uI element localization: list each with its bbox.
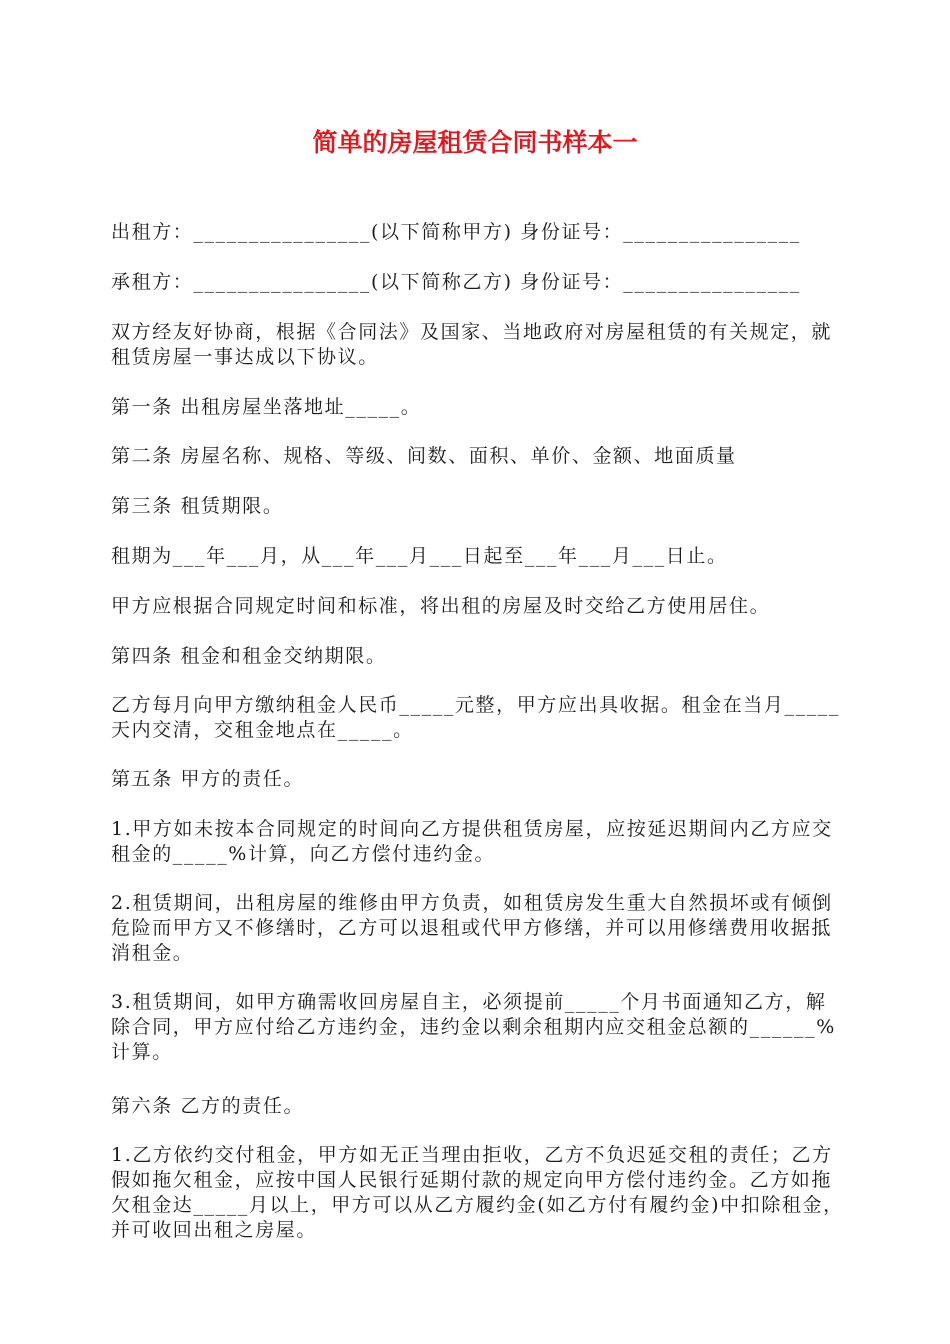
lessor-line: 出租方：________________(以下简称甲方) 身份证号：________________: [111, 221, 801, 243]
article-3-heading: 第三条 租赁期限。: [111, 495, 284, 517]
article-5-heading: 第五条 甲方的责任。: [111, 768, 305, 790]
article-1-heading: 第一条 出租房屋坐落地址_____。: [111, 396, 422, 418]
lessor-duty-2: 2.租赁期间，出租房屋的维修由甲方负责，如租赁房发生重大自然损坏或有倾倒危险而甲方又不修缮时，乙方可以退租或代甲方修缮，并可以用修缮费用收据抵消租金。: [111, 892, 833, 964]
lease-term-paragraph: 租期为___年___月，从___年___月___日起至___年___月___日止。: [111, 545, 728, 567]
document-title: 简单的房屋租赁合同书样本一: [312, 128, 638, 157]
lessor-duty-3: 3.租赁期间，如甲方确需收回房屋自主，必须提前_____个月书面通知乙方，解除合同，甲方应付给乙方违约金，违约金以剩余租期内应交租金总额的______%计算。: [111, 991, 836, 1063]
article-6-heading: 第六条 乙方的责任。: [111, 1095, 305, 1117]
delivery-paragraph: 甲方应根据合同规定时间和标准，将出租的房屋及时交给乙方使用居住。: [111, 595, 771, 617]
lessee-line: 承租方：________________(以下简称乙方) 身份证号：________________: [111, 271, 801, 293]
article-2-heading: 第二条 房屋名称、规格、等级、间数、面积、单价、金额、地面质量: [111, 445, 737, 467]
lessee-duty-1: 1.乙方依约交付租金，甲方如无正当理由拒收，乙方不负迟延交租的责任；乙方假如拖欠租金，应按中国人民银行延期付款的规定向甲方偿付违约金。乙方如拖欠租金达_____月以上，甲方可以从乙方履约金(如乙方付有履约金)中扣除租金，并可收回出租之房屋。: [111, 1144, 844, 1241]
rent-payment-paragraph: 乙方每月向甲方缴纳租金人民币_____元整，甲方应出具收据。租金在当月_____天内交清，交租金地点在_____。: [111, 694, 841, 741]
preamble-paragraph: 双方经友好协商，根据《合同法》及国家、当地政府对房屋租赁的有关规定，就租赁房屋一事达成以下协议。: [111, 321, 833, 368]
article-4-heading: 第四条 租金和租金交纳期限。: [111, 645, 387, 667]
lessor-duty-1: 1.甲方如未按本合同规定的时间向乙方提供租赁房屋，应按延迟期间内乙方应交租金的_____%计算，向乙方偿付违约金。: [111, 818, 833, 865]
